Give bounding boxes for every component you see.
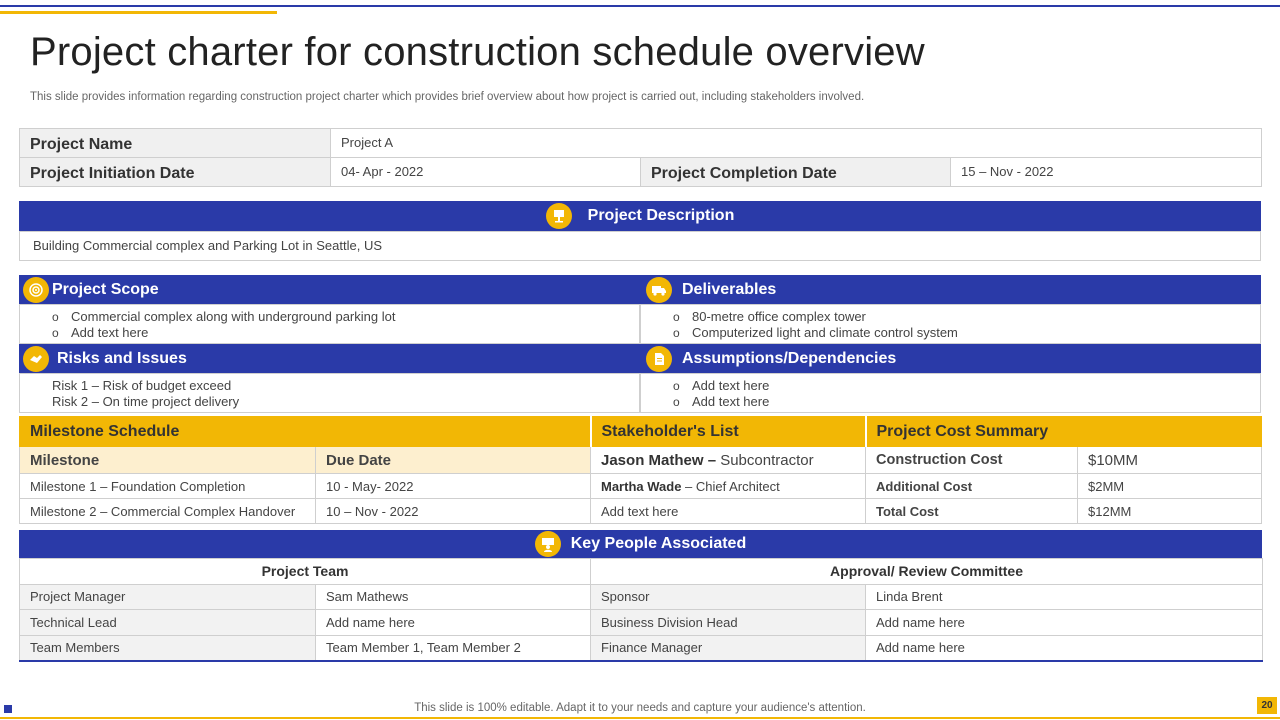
team-role: Technical Lead <box>20 610 316 636</box>
list-item: o Add text here <box>673 378 1260 394</box>
key-people-header <box>19 530 1262 558</box>
top-accent-line <box>0 5 1280 7</box>
project-name-label: Project Name <box>20 129 331 158</box>
completion-date-label: Project Completion Date <box>641 158 951 187</box>
footer-text: This slide is 100% editable. Adapt it to your needs and capture your audience's attention. <box>414 702 866 714</box>
project-scope-title: Project Scope <box>52 280 159 298</box>
milestone-date: 10 - May- 2022 <box>316 474 591 499</box>
initiation-date-label: Project Initiation Date <box>20 158 331 187</box>
project-scope-body <box>19 304 640 344</box>
target-icon <box>23 277 49 303</box>
deliverables-header <box>640 275 1261 304</box>
stakeholders-title: Stakeholder's List <box>591 417 866 447</box>
project-description-header <box>19 201 1261 231</box>
stakeholder-cell <box>591 474 866 499</box>
section-header-row <box>20 417 1262 447</box>
milestone-name: Milestone 2 – Commercial Complex Handover <box>20 499 316 524</box>
schedule-stakeholder-cost-table <box>19 416 1262 524</box>
stakeholder-role: – Chief Architect <box>681 478 780 494</box>
team-name: Add name here <box>316 610 591 636</box>
table-row <box>20 610 1263 636</box>
table-row <box>20 559 1263 585</box>
delivery-truck-icon <box>646 277 672 303</box>
committee-role: Sponsor <box>591 584 866 610</box>
milestone-date: 10 – Nov - 2022 <box>316 499 591 524</box>
footer-gold-line <box>0 717 1280 719</box>
handshake-icon <box>23 346 49 372</box>
table-row <box>20 474 1262 499</box>
list-item: o Computerized light and climate control system <box>673 325 1260 341</box>
risks-body <box>19 373 640 413</box>
project-dates-row <box>20 158 1262 187</box>
stakeholder-role: Add text here <box>601 503 679 519</box>
list-item: Risk 1 – Risk of budget exceed <box>52 378 232 393</box>
table-row <box>20 499 1262 524</box>
table-row <box>20 447 1262 474</box>
assumptions-title: Assumptions/Dependencies <box>682 349 897 367</box>
team-name: Sam Mathews <box>316 584 591 610</box>
project-team-header: Project Team <box>20 559 591 585</box>
table-row <box>20 635 1263 661</box>
project-info-table <box>19 128 1262 187</box>
assumptions-body <box>640 373 1261 413</box>
deliverables-title: Deliverables <box>682 280 777 298</box>
list-item: o Add text here <box>52 325 639 341</box>
cost-value: $10MM <box>1078 447 1262 474</box>
risks-header <box>19 344 640 373</box>
stakeholder-name: Martha Wade <box>601 478 682 494</box>
list-item: o Add text here <box>673 394 1260 410</box>
completion-date-value: 15 – Nov - 2022 <box>951 158 1262 187</box>
presentation-icon <box>546 203 572 229</box>
committee-name: Add name here <box>866 610 1263 636</box>
project-name-value: Project A <box>331 129 1262 158</box>
initiation-date-value: 04- Apr - 2022 <box>331 158 641 187</box>
assumptions-header <box>640 344 1261 373</box>
project-scope-header <box>19 275 640 304</box>
page-number: 20 <box>1257 697 1277 714</box>
stakeholder-cell <box>591 447 866 474</box>
committee-name: Linda Brent <box>866 584 1263 610</box>
stakeholder-name: Jason Mathew – <box>601 451 717 469</box>
team-role: Project Manager <box>20 584 316 610</box>
list-item: Risk 2 – On time project delivery <box>52 394 240 409</box>
milestone-schedule-title: Milestone Schedule <box>20 417 591 447</box>
top-gold-accent <box>0 11 277 14</box>
cost-label: Total Cost <box>866 499 1078 524</box>
key-people-table <box>19 558 1263 662</box>
page-subtitle: This slide provides information regarding construction project charter which provides brief overview about how project is carried out, including stakeholders involved. <box>30 91 865 103</box>
committee-header: Approval/ Review Committee <box>591 559 1263 585</box>
project-description-text: Building Commercial complex and Parking Lot in Seattle, US <box>19 231 1261 261</box>
person-board-icon <box>535 531 561 557</box>
milestone-column-header: Milestone <box>20 447 316 474</box>
team-role: Team Members <box>20 635 316 661</box>
cost-label: Additional Cost <box>866 474 1078 499</box>
risks-title: Risks and Issues <box>57 349 187 367</box>
page-title: Project charter for construction schedule overview <box>30 30 925 74</box>
cost-value: $2MM <box>1078 474 1262 499</box>
milestone-name: Milestone 1 – Foundation Completion <box>20 474 316 499</box>
key-people-title: Key People Associated <box>570 535 747 552</box>
stakeholder-role: Subcontractor <box>716 451 814 469</box>
project-name-row <box>20 129 1262 158</box>
cost-label: Construction Cost <box>866 447 1078 474</box>
list-item: o Commercial complex along with underground parking lot <box>52 309 639 325</box>
due-date-column-header: Due Date <box>316 447 591 474</box>
cost-value: $12MM <box>1078 499 1262 524</box>
cost-summary-title: Project Cost Summary <box>866 417 1262 447</box>
table-row <box>20 584 1263 610</box>
committee-role: Finance Manager <box>591 635 866 661</box>
list-item: o 80-metre office complex tower <box>673 309 1260 325</box>
deliverables-body <box>640 304 1261 344</box>
document-icon <box>646 346 672 372</box>
committee-role: Business Division Head <box>591 610 866 636</box>
project-description-title: Project Description <box>587 207 735 224</box>
committee-name: Add name here <box>866 635 1263 661</box>
stakeholder-cell <box>591 499 866 524</box>
team-name: Team Member 1, Team Member 2 <box>316 635 591 661</box>
